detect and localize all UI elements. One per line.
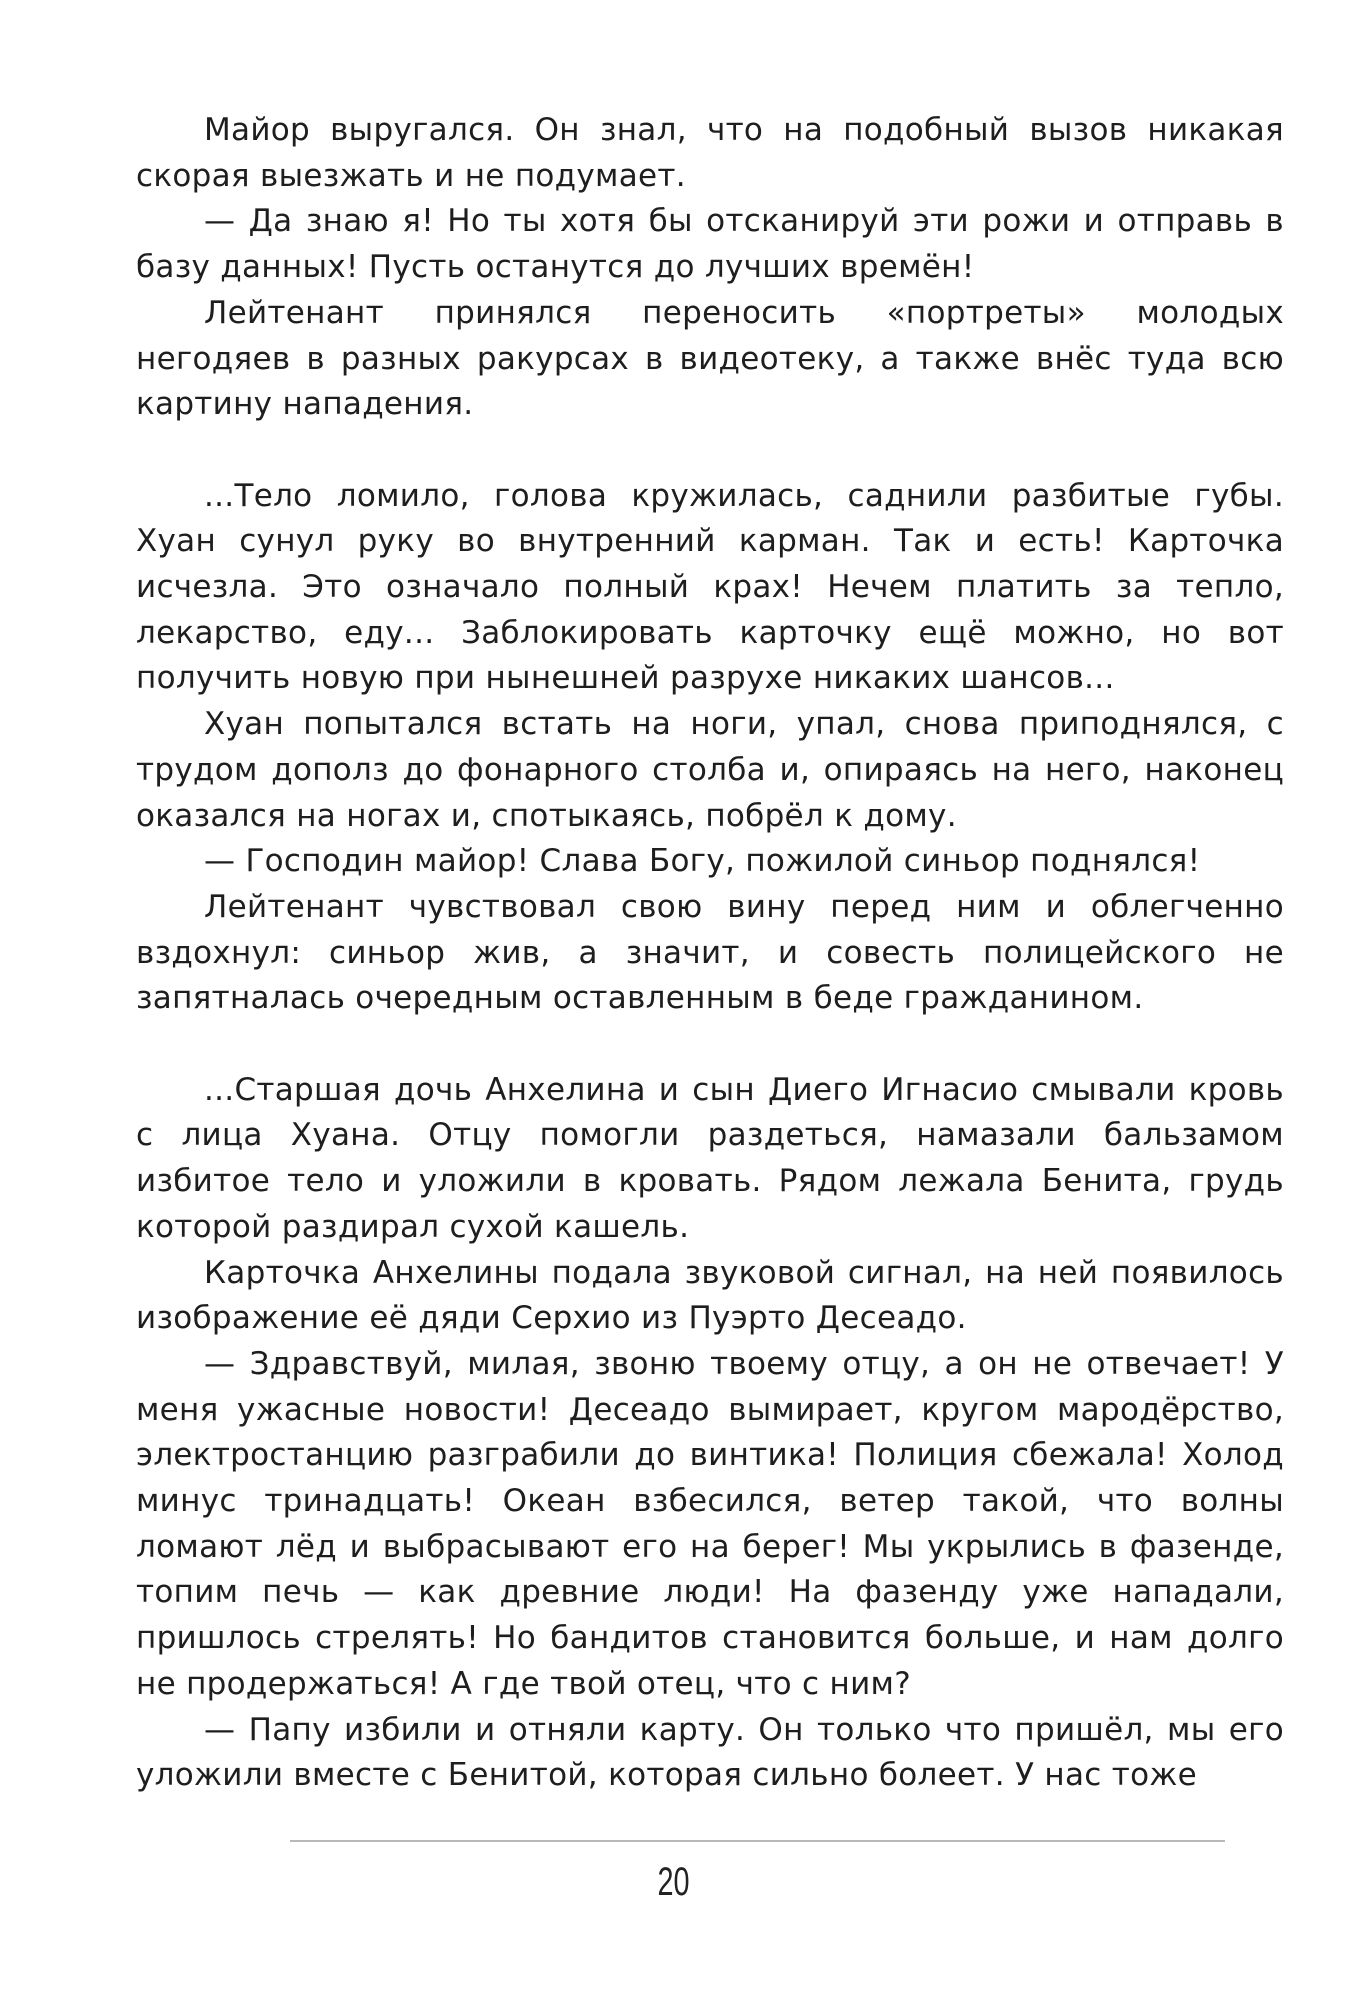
paragraph: ...Тело ломило, голова кружилась, саднили разбитые губы. Хуан сунул руку во внутренний карман. Так и есть! Карточка исчезла. Это означало полный крах! Нечем платить за тепло, лекарство, еду... Заблокировать карточку ещё можно, но вот получить новую при нынешней разрухе никаких шансов... xyxy=(136,477,1284,697)
paragraph: — Господин майор! Слава Богу, пожилой синьор поднялся! xyxy=(204,843,1201,880)
paragraph: Карточка Анхелины подала звуковой сигнал, на ней появилось изображение её дяди Серхио из Пуэрто Десеадо. xyxy=(136,1254,1284,1337)
page-body-text xyxy=(136,108,1284,1799)
footer-divider xyxy=(290,1840,1225,1842)
paragraph: Лейтенант чувствовал свою вину перед ним и облегченно вздохнул: синьор жив, а значит, и совесть полицейского не запятналась очередным оставленным в беде гражданином. xyxy=(136,888,1284,1017)
paragraph: ...Старшая дочь Анхелина и сын Диего Игнасио смывали кровь с лица Хуана. Отцу помогли раздеться, намазали бальзамом избитое тело и уложили в кровать. Рядом лежала Бенита, грудь которой раздирал сухой кашель. xyxy=(136,1071,1284,1245)
paragraph: Хуан попытался встать на ноги, упал, снова приподнялся, с трудом дополз до фонарного столба и, опираясь на него, наконец оказался на ногах и, спотыкаясь, побрёл к дому. xyxy=(136,706,1284,834)
page-number: 20 xyxy=(657,1860,690,1904)
paragraph: — Здравствуй, милая, звоню твоему отцу, а он не отвечает! У меня ужасные новости! Десеадо вымирает, кругом мародёрство, электростанцию разграбили до винтика! Полиция сбежала! Холод минус тринадцать! Океан взбесился, ветер такой, что волны ломают лёд и выбрасывают его на берег! Мы укрылись в фазенде, топим печь — как древние люди! На фазенду уже нападали, пришлось стрелять! Но бандитов становится больше, и нам долго не продержаться! А где твой отец, что с ним? xyxy=(136,1345,1284,1702)
paragraph: — Папу избили и отняли карту. Он только что пришёл, мы его уложили вместе с Бенитой, которая сильно болеет. У нас тоже xyxy=(136,1711,1284,1794)
paragraph: — Да знаю я! Но ты хотя бы отсканируй эти рожи и отправь в базу данных! Пусть останутся до лучших времён! xyxy=(136,203,1284,286)
paragraph: Лейтенант принялся переносить «портреты» молодых негодяев в разных ракурсах в видеотеку, а также внёс туда всю картину нападения. xyxy=(136,294,1284,423)
paragraph: Майор выругался. Он знал, что на подобный вызов никакая скорая выезжать и не подумает. xyxy=(136,112,1284,194)
